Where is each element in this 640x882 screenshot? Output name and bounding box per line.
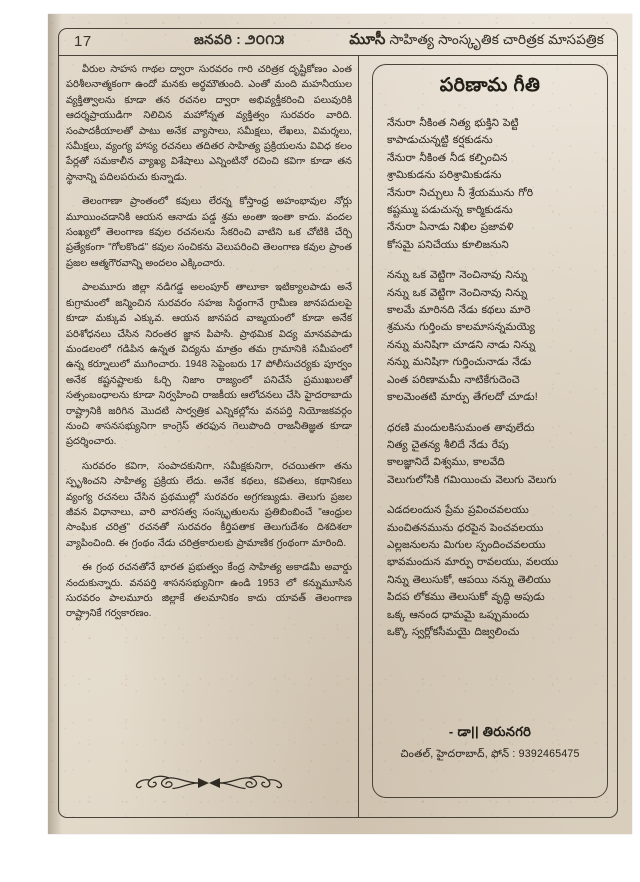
poem-line: కాలమే మారినది నేడు కథలు మారె — [387, 304, 531, 317]
poem-line: ఒక్క ఆనంద ధామమై ఒప్పుమందు — [387, 608, 530, 621]
poem-line: నన్ను మనిషిగా గుర్తించునాడు నేడు — [387, 356, 532, 369]
magazine-brand: మూసీ — [349, 31, 386, 48]
scanned-paper — [48, 14, 632, 834]
poem-line: కోసమై పనిచేయు కూలిజనుని — [387, 238, 509, 251]
poem-line: శ్రమను గుర్తించు కాలమాసన్నమయ్యె — [387, 321, 535, 334]
poem-line: శ్రామికుడను పరిశ్రామికుడను — [387, 169, 502, 182]
poem-line: నిత్య చైతన్య శీలిదే నేడు రేపు — [387, 438, 509, 451]
poem-line: పిదప లోకము తెలుసుకో వృద్ధి అపుడు — [387, 591, 545, 604]
magazine-tagline: సాహిత్య సాంస్కృతిక చారిత్రక మాసపత్రిక — [389, 32, 604, 47]
poem-line: నన్ను ఒక వెట్టిగా నెంచినావు నిన్ను — [387, 286, 528, 299]
poem-line: నిన్ను తెలుసుకో, ఆపయి నన్ను తెలియు — [387, 573, 551, 586]
article-paragraph: వీరుల సాహస గాథల ద్వారా సురవరం గారి చరిత్రక దృష్టికోణం ఎంత పరిశీలనాత్మకంగా ఉందో మనకు అర్థమౌతుంది. ఎంతో మంది మహనీయుల వ్యక్తిత్వాలను కూడా తన రచనల ద్వారా అభివ్యక్తీకరించి పలువురికి ఆదర్శప్రాయుడిగా నిలిచిన మహోన్నత వ్యక్తిత్వం సురవరం వారిది. సంపాదకీయాలతో పాటు అనేక వ్యాసాలు, సమీక్షలు, లేఖలు, విమర్శలు, సమీక్షలు, వ్యంగ్య హాస్య రచనలు తదితర సాహిత్య ప్రక్రియలను వివిధ కలం పేర్లతో సమకాలీన వ్యాఖ్య విశేషాలు ఎన్నింటినో రచించి కవిగా కూడా తన స్థానాన్ని పదిలపరుచు కున్నాడు. — [66, 64, 352, 183]
poem-line: ఎడదలందున ప్రేమ ప్రవించవలయు — [387, 504, 529, 517]
poem-author-contact: చింతల్, హైదరాబాద్, ఫోన్ : 9392465475 — [400, 748, 580, 760]
poem-panel — [372, 64, 608, 798]
poem-stanza — [387, 267, 595, 406]
masthead — [58, 28, 618, 56]
poem-stanza — [387, 115, 595, 254]
column-divider — [358, 56, 359, 818]
poem-line: ఎంత పరిణామమీ నాటికేగుదెంచె — [387, 373, 520, 386]
decorative-divider-ornament — [94, 770, 324, 796]
poem-line: నేనురా నిచ్చులు నీ శ్రేయమును గోరి — [387, 186, 533, 199]
poem-line: నేనురా నీకింత నిత్య భుక్తిని పెట్టి — [387, 117, 519, 129]
poem-line: నేనురా నీకింత నీడ కల్పించిన — [387, 151, 508, 164]
poem-line: వెలుగులోసికి గమియించు వెలుగు వెలుగు — [387, 473, 557, 486]
poem-line: కాలజ్ఞానిదే విశ్వము, కాలవేది — [387, 456, 505, 469]
issue-date: జనవరి : ౨౦౧౫ — [194, 32, 285, 47]
body-columns — [58, 56, 618, 818]
poem-line: నేనురా ఏనాడు నిఖిల ప్రజావళి — [387, 221, 514, 234]
poem-line: నన్ను ఒక వెట్టిగా నెంచినావు నిన్ను — [387, 269, 528, 282]
article-paragraph: సురవరం కవిగా, సంపాదకునిగా, సమీక్షకునిగా, రచయితగా తను స్పృశించని సాహిత్య ప్రక్రియ లేదు. అనేక కథలు, కవితలు, కథానికలు వ్యంగ్య రచనలు చేసిన ప్రథముల్లో సురవరం అగ్రగణ్యుడు. తెలుగు ప్రజల జీవన విధానాలు, వారి వారసత్వ సంస్కృతులను ప్రతిబింబించే "ఆంధ్రుల సాంఘిక చరిత్ర" రచనతో సురవరం కీర్తిపతాక తెలుగుదేశం దిశదిశలా వ్యాపించింది. ఈ గ్రంథం నేడు చరిత్రకారులకు ప్రామాణిక గ్రంథంగా మారింది. — [66, 460, 352, 549]
poem-line: కాపాడుచున్నట్టి కర్షకుడను — [387, 134, 493, 147]
poem-line: ఒక్కొ స్వర్లోకసీమయై దిజ్వలించు — [387, 625, 520, 638]
poem-body — [387, 115, 595, 654]
poem-line: భావమందున మార్పు రావలయు, వలయు — [387, 556, 559, 569]
poem-line: ఎల్లజనులను మిగుల స్పందించవలయు — [387, 538, 546, 551]
poem-stanza — [387, 420, 595, 490]
poem-title: పరిణామ గీతి — [439, 75, 541, 96]
page-number: 17 — [74, 33, 92, 50]
poem-line: ధరణి మందులకిసుమంత తావులేదు — [387, 421, 535, 434]
poem-author: - డా|| తిరునగరి — [448, 724, 532, 739]
poem-line: కాలమెంతటి మార్పు తేగలదో చూడు! — [387, 391, 538, 404]
magazine-title-line — [349, 31, 604, 52]
poem-stanza — [387, 502, 595, 641]
poem-line: నన్ను మనిషిగా చూడని నాడు నిన్ను — [387, 338, 536, 351]
article-paragraph: తెలంగాణా ప్రాంతంలో కవులు లేరన్న కోస్తాంధ్ర అహంభావుల నోర్లు మూయించడానికి ఆయన ఆనాడు పడ్డ శ్రమ అంతా ఇంతా కాదు. వందల సంఖ్యలో తెలంగాణ కవుల రచనలను సేకరించి వాటిని ఒక చోటికి చేర్చి ప్రత్యేకంగా "గోలకొండ" కవుల సంచికను వెలుపరించి తెలంగాణ కవుల ప్రాంత ప్రజల ఆత్మగౌరవాన్ని అందలం ఎక్కించారు. — [66, 196, 352, 269]
article-paragraph: పాలమూరు జిల్లా నడిగడ్డ అలంపూర్ తాలూకా ఇటిక్యాలపాడు అనే కుగ్రామంలో జన్మించిన సురవరం సహజ సిద్ధంగానే గ్రామీణ జానపదులపై కూడా మక్కువ ఎక్కువ. ఆయన జానపద వాఙ్మయంలో కూడా అనేక పరిశోధనలు చేసిన నిరంతర జ్ఞాన పిపాసి. ప్రాథమిక విద్య మానవపాడు మండలంలో గడిపిన ఉన్నత విద్యను మాత్రం తమ గ్రామానికి సమీపంలో ఉన్న కర్నూలులో ముగించారు. 1948 సెప్టెంబరు 17 పోలీసుచర్యకు పూర్వం అనేక కష్టనష్టాలకు ఓర్చి నిజాం రాజ్యంలో పనిచేసే ప్రముఖులతో సత్సంబంధాలను కూడా నిర్వహించి రాజకీయ ఆలోచనలు చేసి హైదరాబాదు రాష్ట్రానికి జరిగిన మొదటి సార్వత్రిక ఎన్నికల్లోను వనపర్తి నియోజకవర్గం నుంచి శాసనసభ్యునిగా కాంగ్రెస్ తరఫున గెలుపొంది రాజనీతిజ్ఞత కూడా ప్రదర్శించారు. — [66, 282, 352, 448]
poem-signature — [373, 724, 607, 763]
poem-line: కష్టమ్ము పడుచున్న కార్మికుడను — [387, 204, 513, 217]
poem-column — [366, 56, 610, 818]
poem-line: మంచితనమును ధరపైన పెంచవలయు — [387, 521, 544, 534]
article-column — [66, 62, 352, 812]
article-paragraph: ఈ గ్రంథ రచనతోనే భారత ప్రభుత్వం కేంద్ర సాహిత్య అకాడమీ అవార్డు నందుకున్నారు. వనపర్తి శాసనసభ్యునిగా ఉండి 1953 లో కన్నుమూసిన సురవరం పాలమూరు జిల్లాకే తలమానికం కాదు యావత్ తెలంగాణ రాష్ట్రానికే గర్వకారణం. — [66, 562, 352, 620]
